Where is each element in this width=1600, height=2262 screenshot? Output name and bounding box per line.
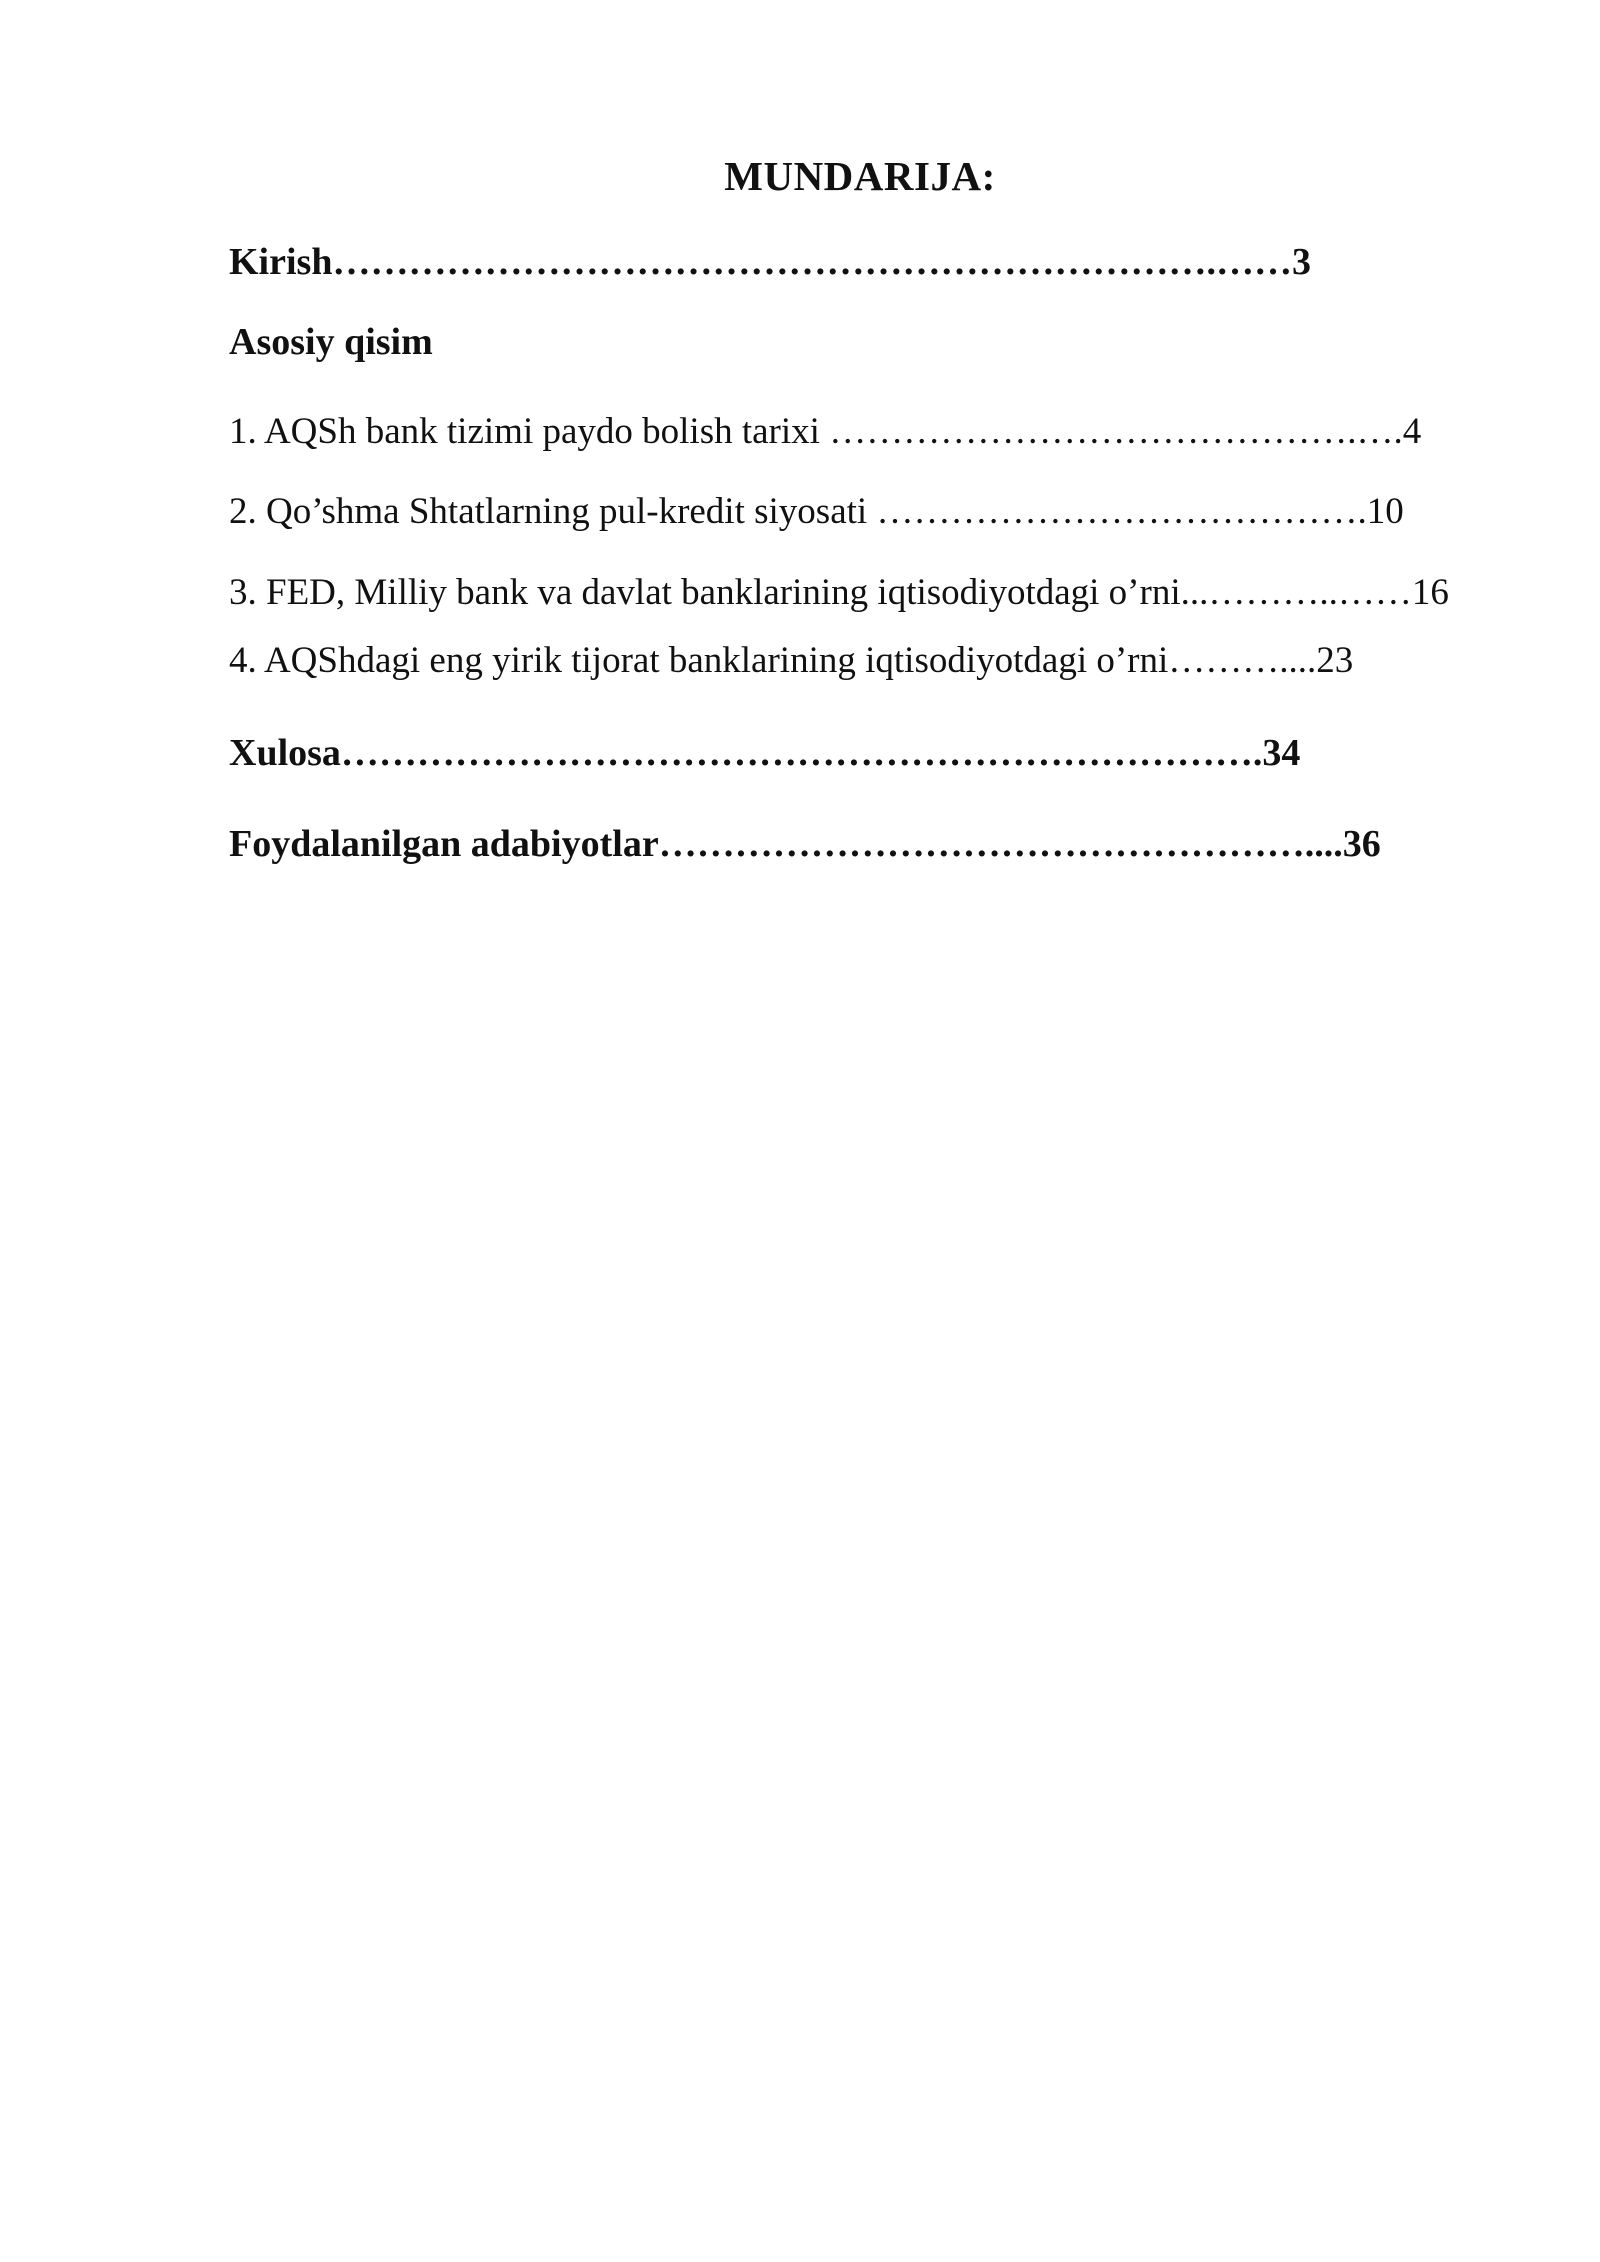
- page-title: MUNDARIJA:: [724, 153, 996, 199]
- toc-entry-label: Kirish: [229, 241, 333, 283]
- toc-entry-page: 16: [1411, 572, 1449, 613]
- toc-entry-leader: ……………………………………………..: [658, 823, 1324, 865]
- toc-entry-page: 10: [1366, 491, 1404, 532]
- toc-entry-label: 2. Qo’shma Shtatlarning pul-kredit siyosati: [229, 491, 877, 532]
- toc-entry-page: 4: [1402, 411, 1422, 452]
- toc-entry-4: [229, 639, 1353, 682]
- toc-entry-page: 34: [1262, 732, 1301, 774]
- toc-entry-label: Xulosa: [229, 732, 341, 774]
- toc-entry-3: [229, 571, 1449, 614]
- toc-entry-leader: …………………………………………………………….……: [332, 241, 1292, 283]
- toc-entry-page: ...23: [1288, 640, 1354, 681]
- toc-entry-page: ..36: [1323, 823, 1381, 865]
- toc-entry-label: 1. AQSh bank tizimi paydo bolish tarixi: [229, 411, 830, 452]
- toc-entry-adabiyotlar: [229, 822, 1381, 866]
- toc-entry-label: Foydalanilgan adabiyotlar: [229, 823, 659, 865]
- toc-entry-label: 3. FED, Milliy bank va davlat banklarining iqtisodiyotdagi o’rni: [229, 572, 1181, 613]
- toc-entry-page: 3: [1291, 241, 1311, 283]
- toc-entry-leader: ………………………………….: [876, 491, 1367, 532]
- section-heading: Asosiy qisim: [229, 321, 433, 363]
- toc-entry-leader: ……………………………………………………………….: [340, 732, 1263, 774]
- toc-entry-label: 4. AQShdagi eng yirik tijorat banklarining iqtisodiyotdagi o’rni: [229, 640, 1169, 681]
- toc-entry-leader: ...………..……: [1180, 572, 1412, 613]
- toc-entry-1: [229, 410, 1421, 453]
- toc-entry-2: [229, 490, 1404, 533]
- toc-entry-leader: …………………………………….….: [829, 411, 1403, 452]
- toc-entry-kirish: [229, 240, 1311, 284]
- toc-entry-leader: ……….: [1168, 640, 1289, 681]
- toc-entry-xulosa: [229, 731, 1300, 775]
